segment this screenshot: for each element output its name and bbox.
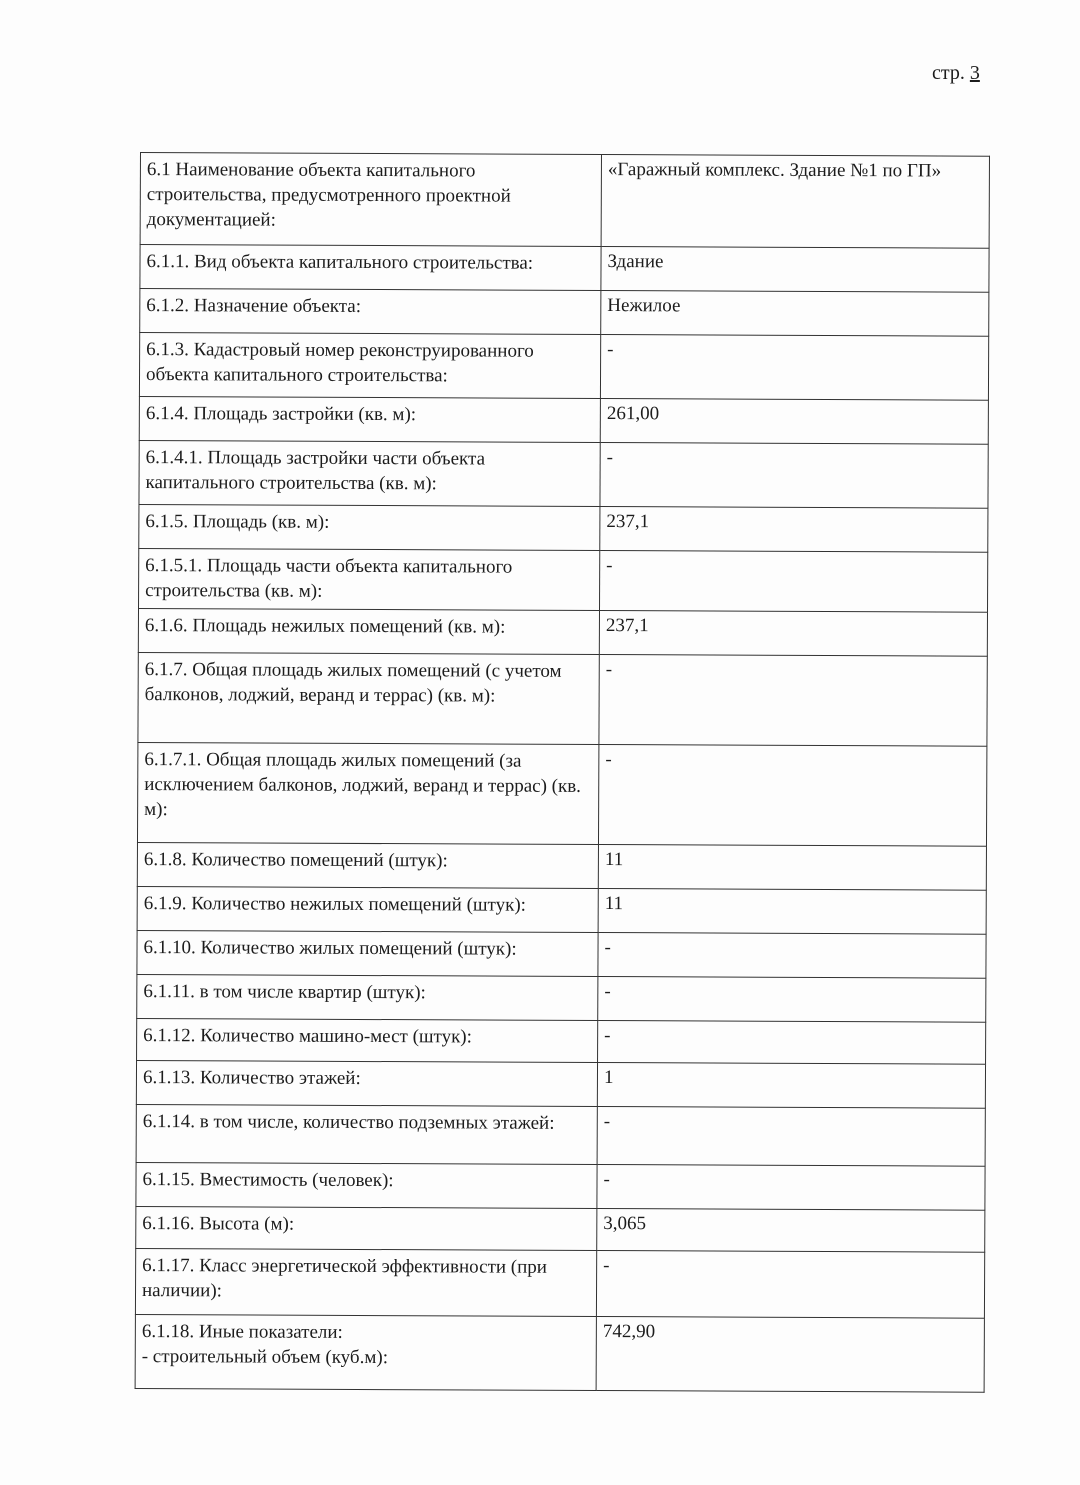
table-row: [135, 1248, 984, 1318]
row-label: 6.1.1. Вид объекта капитального строительства:: [140, 245, 601, 291]
row-value: -: [599, 655, 987, 747]
row-label: 6.1.7.1. Общая площадь жилых помещений (за исключением балконов, лоджий, веранд и террас) (кв. м):: [137, 742, 598, 844]
row-label: 6.1.3. Кадастровый номер реконструированного объекта капитального строительства:: [139, 333, 600, 399]
page-number: стр. 3: [932, 62, 980, 84]
table-row: [138, 652, 987, 746]
table-row: [139, 504, 988, 552]
row-label: 6.1 Наименование объекта капитального строительства, предусмотренного проектной документацией:: [140, 153, 601, 247]
row-value: -: [596, 1251, 984, 1319]
row-label: 6.1.18. Иные показатели: - строительный объем (куб.м):: [135, 1314, 596, 1390]
table-row: [139, 333, 988, 401]
row-value: -: [600, 551, 988, 613]
row-label: 6.1.2. Назначение объекта:: [140, 289, 601, 335]
row-label: 6.1.15. Вместимость (человек):: [136, 1162, 597, 1208]
row-value: 261,00: [600, 399, 988, 445]
table-row: [136, 1104, 985, 1166]
row-label: 6.1.11. в том числе квартир (штук):: [137, 974, 598, 1020]
table-row: [137, 742, 986, 846]
table-row: [140, 245, 989, 293]
row-label: 6.1.17. Класс энергетической эффективности (при наличии):: [135, 1248, 596, 1316]
table-row: [139, 440, 988, 508]
row-label: 6.1.5.1. Площадь части объекта капитального строительства (кв. м):: [139, 548, 600, 610]
row-label: 6.1.13. Количество этажей:: [136, 1060, 597, 1106]
row-value: -: [598, 1021, 986, 1065]
row-value: Здание: [601, 247, 989, 293]
row-value: 237,1: [599, 611, 987, 657]
row-label: 6.1.12. Количество машино-мест (штук):: [137, 1018, 598, 1062]
row-value: 11: [598, 889, 986, 935]
table-row: [139, 548, 988, 612]
row-value: Нежилое: [601, 291, 989, 337]
table-row: [139, 396, 988, 444]
row-label: 6.1.10. Количество жилых помещений (штук):: [137, 930, 598, 976]
object-characteristics-table: [135, 152, 990, 1393]
table-row: [136, 1206, 985, 1252]
table-row: [137, 886, 986, 934]
row-value: 742,90: [596, 1317, 984, 1393]
row-label: 6.1.4.1. Площадь застройки части объекта капитального строительства (кв. м):: [139, 440, 600, 506]
table-row: [136, 1060, 985, 1108]
row-value: -: [598, 933, 986, 979]
row-value: 3,065: [597, 1209, 985, 1253]
row-value: -: [597, 1165, 985, 1211]
row-label: 6.1.5. Площадь (кв. м):: [139, 504, 600, 550]
row-value: -: [597, 1107, 985, 1167]
row-value: 11: [598, 845, 986, 891]
row-value: -: [598, 745, 986, 847]
row-label: 6.1.8. Количество помещений (штук):: [137, 842, 598, 888]
table-row: [137, 974, 986, 1022]
table-row: [140, 289, 989, 337]
row-value: -: [598, 977, 986, 1023]
row-value: 237,1: [600, 507, 988, 553]
row-label: 6.1.7. Общая площадь жилых помещений (с учетом балконов, лоджий, веранд и террас) (кв. м):: [138, 652, 599, 744]
row-value: «Гаражный комплекс. Здание №1 по ГП»: [601, 155, 989, 249]
table-row: [137, 930, 986, 978]
row-label: 6.1.9. Количество нежилых помещений (штук):: [137, 886, 598, 932]
table-row: [138, 608, 987, 656]
row-label: 6.1.6. Площадь нежилых помещений (кв. м):: [138, 608, 599, 654]
table-row: [137, 842, 986, 890]
table-row: [136, 1162, 985, 1210]
row-value: -: [600, 443, 988, 509]
table-row: [135, 1314, 984, 1392]
table-row: [137, 1018, 986, 1064]
row-label: 6.1.16. Высота (м):: [136, 1206, 597, 1250]
row-value: 1: [597, 1063, 985, 1109]
row-label: 6.1.4. Площадь застройки (кв. м):: [139, 396, 600, 442]
table-row: [140, 153, 989, 249]
row-label: 6.1.14. в том числе, количество подземных этажей:: [136, 1104, 597, 1164]
row-value: -: [600, 335, 988, 401]
